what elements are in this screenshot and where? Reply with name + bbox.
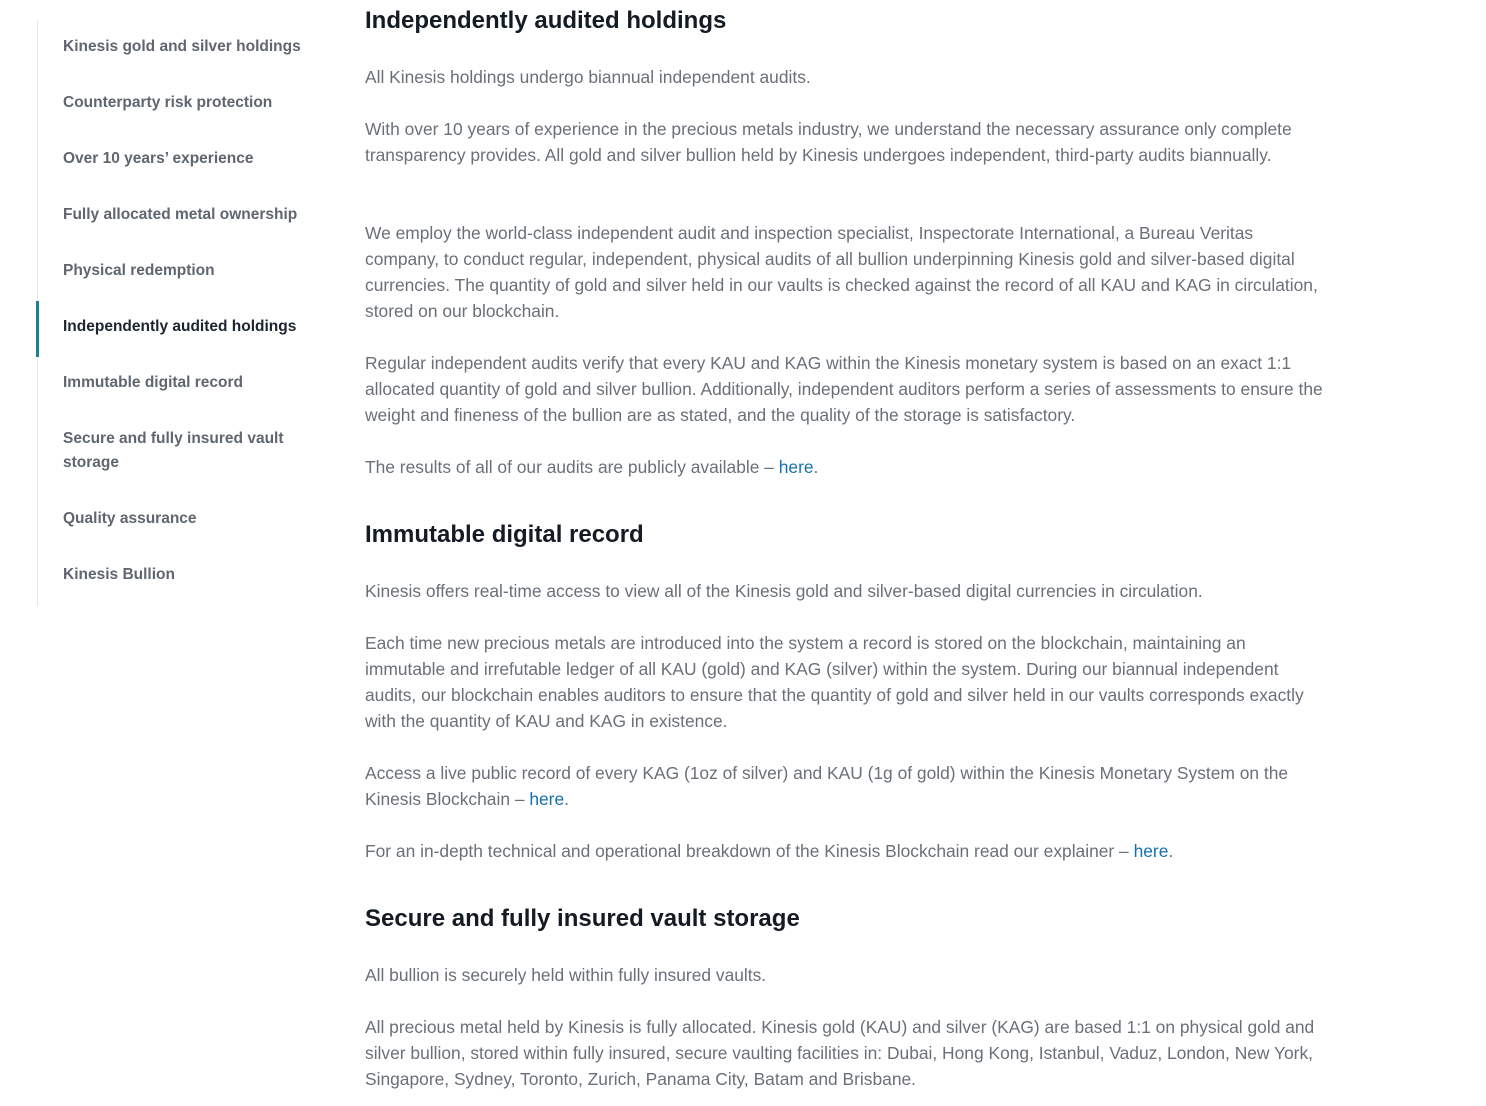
nav-item-vault-storage[interactable]: Secure and fully insured vault storage — [63, 430, 284, 471]
record-paragraph-2: Each time new precious metals are introduced into the system a record is stored on the blockchain, maintaining an immutable and irrefutable ledger of all KAU (gold) and KAG (silver) within the system. During our biannual independent audits, our blockchain enables auditors to ensure that the quantity of gold and silver held in our vaults corresponds exactly with the quantity of KAU and KAG in existence. — [365, 633, 1304, 731]
audited-paragraph-5 — [365, 454, 1325, 480]
section-title-audited: Independently audited holdings — [365, 7, 727, 34]
live-record-text: Access a live public record of every KAG (1oz of silver) and KAU (1g of gold) within the Kinesis Monetary System on the Kinesis Blockchain – — [365, 763, 1289, 809]
explainer-period: . — [1168, 841, 1174, 861]
audited-paragraph-4: Regular independent audits verify that every KAU and KAG within the Kinesis monetary system is based on an exact 1:1 allocated quantity of gold and silver bullion. Additionally, independent auditors perform a series of assessments to ensure the weight and fineness of the bullion are as stated, and the quality of the storage is satisfactory. — [365, 353, 1323, 425]
section-title-vault: Secure and fully insured vault storage — [365, 905, 800, 932]
audit-results-link[interactable]: here — [778, 457, 814, 477]
nav-item-fully-allocated[interactable]: Fully allocated metal ownership — [63, 206, 298, 223]
live-record-link[interactable]: here — [529, 789, 565, 809]
nav-item-digital-record[interactable]: Immutable digital record — [63, 374, 244, 391]
explainer-link[interactable]: here — [1133, 841, 1169, 861]
audited-results-text: The results of all of our audits are publicly available – — [365, 457, 779, 477]
nav-item-kinesis-bullion[interactable]: Kinesis Bullion — [63, 566, 175, 583]
audited-paragraph-2: With over 10 years of experience in the precious metals industry, we understand the necessary assurance only complete transparency provides. All gold and silver bullion held by Kinesis undergoes independent, third-party audits biannually. — [365, 119, 1292, 165]
nav-item-experience[interactable]: Over 10 years’ experience — [63, 150, 254, 167]
vault-paragraph-2: All precious metal held by Kinesis is fully allocated. Kinesis gold (KAU) and silver (KAG) are based 1:1 on physical gold and silver bullion, stored within fully insured, secure vaulting facilities in: Dubai, Hong Kong, Istanbul, Vaduz, London, New York, Singapore, Sydney, Toronto, Zurich, Panama City, Batam and Brisbane. — [365, 1017, 1315, 1089]
explainer-text: For an in-depth technical and operational breakdown of the Kinesis Blockchain read our explainer – — [365, 841, 1134, 861]
section-nav — [37, 20, 328, 606]
active-nav-marker — [36, 301, 39, 357]
live-record-period: . — [564, 789, 569, 809]
audited-results-period: . — [813, 457, 819, 477]
nav-item-quality-assurance[interactable]: Quality assurance — [63, 510, 197, 527]
audited-paragraph-1: All Kinesis holdings undergo biannual independent audits. — [365, 67, 811, 87]
nav-item-gold-silver-holdings[interactable]: Kinesis gold and silver holdings — [63, 38, 301, 55]
nav-item-counterparty-risk[interactable]: Counterparty risk protection — [63, 94, 273, 111]
audited-paragraph-3: We employ the world-class independent audit and inspection specialist, Inspectorate International, a Bureau Veritas company, to conduct regular, independent, physical audits of all bullion underpinning Kinesis gold and silver-based digital currencies. The quantity of gold and silver held in our vaults is checked against the record of all KAU and KAG in circulation, stored on our blockchain. — [365, 223, 1318, 321]
record-paragraph-3 — [365, 760, 1325, 812]
nav-item-audited-holdings[interactable]: Independently audited holdings — [63, 318, 297, 335]
nav-item-physical-redemption[interactable]: Physical redemption — [63, 262, 215, 279]
record-paragraph-4 — [365, 838, 1325, 864]
record-paragraph-1: Kinesis offers real-time access to view all of the Kinesis gold and silver-based digital currencies in circulation. — [365, 581, 1203, 601]
vault-paragraph-1: All bullion is securely held within fully insured vaults. — [365, 965, 767, 985]
section-title-record: Immutable digital record — [365, 521, 644, 548]
